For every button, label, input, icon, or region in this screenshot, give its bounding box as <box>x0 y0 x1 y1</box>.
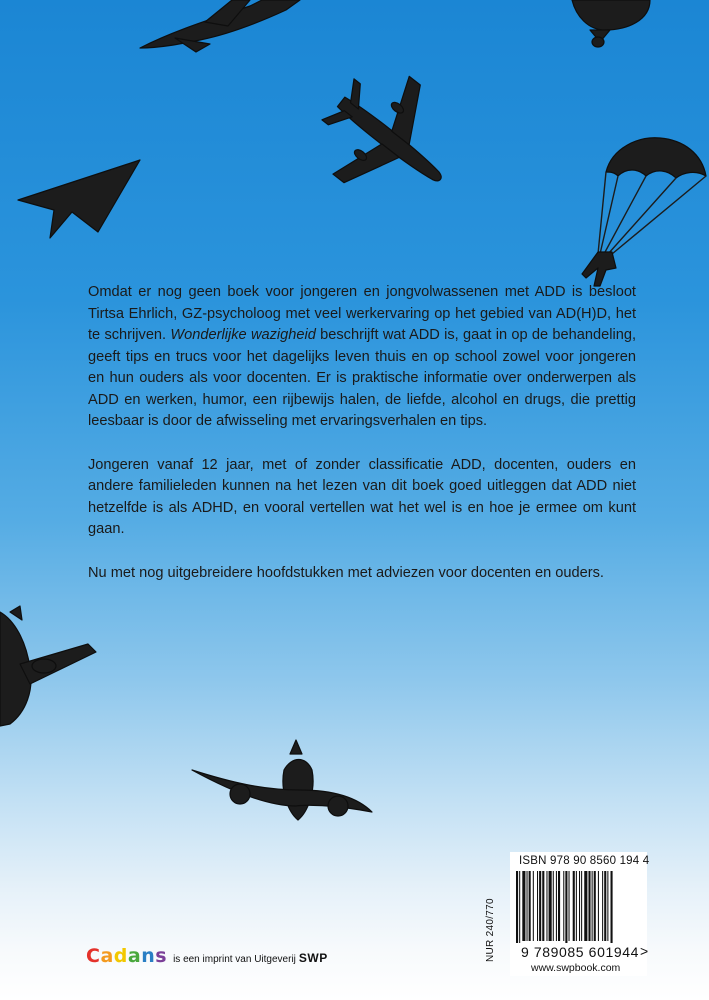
barcode-bar <box>569 871 570 941</box>
blurb-paragraph-3: Nu met nog uitgebreidere hoofdstukken met adviezen voor docenten en ouders. <box>88 564 604 581</box>
balloon-silhouette <box>572 0 650 47</box>
blurb-text: Omdat er nog geen boek voor jongeren en jongvolwassenen met ADD is besloot Tirtsa Ehrlich, GZ-psycholoog met veel werkervaring op het gebied van AD(H)D, het te schrijven. <box>88 284 636 343</box>
barcode-bar <box>527 871 528 941</box>
nur-code: NUR 240/770 <box>485 898 496 962</box>
barcode-icon <box>516 871 640 943</box>
barcode-bar <box>537 871 538 941</box>
parachute-silhouette <box>582 138 706 286</box>
barcode-bar <box>588 871 590 941</box>
barcode-bar <box>546 871 547 941</box>
book-title-reference: Wonderlijke wazigheid <box>170 327 316 343</box>
blurb-text: beschrijft wat ADD is, gaat in op de behandeling, geeft tips en trucs voor het dagelijks leven thuis en op school zowel voor jongeren en hun ouders als voor docenten. Er is praktische informatie over onderwerpen als ADD en werken, humor, een rijbewijs halen, de liefde, alcohol en drugs, die prettig leesbaar is door de afwisseling met ervaringsverhalen en tips. <box>88 327 637 429</box>
barcode-bar <box>584 871 587 941</box>
airliner-silhouette <box>300 51 479 229</box>
imprint-text: is een imprint van Uitgeverij <box>173 954 296 965</box>
barcode-bar <box>519 871 520 943</box>
blurb-paragraph-1 <box>88 282 636 433</box>
barcode-bar <box>556 871 557 941</box>
barcode-bar <box>533 871 534 941</box>
blurb-paragraph-2: Jongeren vanaf 12 jaar, met of zonder classificatie ADD, docenten, ouders en andere familieleden kunnen na het lezen van dit boek goed uitleggen dat ADD niet hetzelfde is als ADHD, en vooral vertellen wat het wel is en hoe je ermee om kunt gaan. <box>88 456 636 537</box>
barcode-bar <box>604 871 606 941</box>
barcode-bar <box>516 871 518 943</box>
propeller-plane-silhouette-center <box>192 740 372 820</box>
barcode-bar <box>573 871 575 941</box>
barcode-digits: 9 789085 601944 <box>521 944 639 960</box>
cadans-logo: Cadans <box>86 945 168 967</box>
publisher-line <box>86 945 328 967</box>
jet-silhouette-top <box>140 0 300 52</box>
swp-logo: SWP <box>298 951 328 965</box>
barcode-bar <box>592 871 593 941</box>
barcode-bar <box>579 871 580 941</box>
barcode-bar <box>529 871 531 941</box>
barcode-bar <box>565 871 567 943</box>
barcode-bar <box>611 871 613 943</box>
barcode-bar <box>594 871 596 941</box>
barcode-arrow: > <box>640 943 649 959</box>
back-cover-blurb <box>88 282 636 606</box>
barcode-bar <box>553 871 554 941</box>
isbn-number: ISBN 978 90 8560 194 4 <box>519 855 650 867</box>
barcode-bar <box>522 871 525 941</box>
barcode-bar <box>576 871 577 941</box>
barcode-bar <box>598 871 599 941</box>
propeller-plane-silhouette-left <box>0 606 96 726</box>
barcode-bar <box>539 871 541 941</box>
barcode-bar <box>581 871 582 941</box>
barcode-bar <box>607 871 608 941</box>
barcode-bar <box>563 871 564 941</box>
barcode-bar <box>542 871 544 941</box>
paper-plane-silhouette <box>18 160 140 238</box>
barcode-bar <box>602 871 603 941</box>
publisher-website: www.swpbook.com <box>531 962 621 974</box>
barcode-bar <box>549 871 552 941</box>
barcode-bar <box>558 871 560 941</box>
